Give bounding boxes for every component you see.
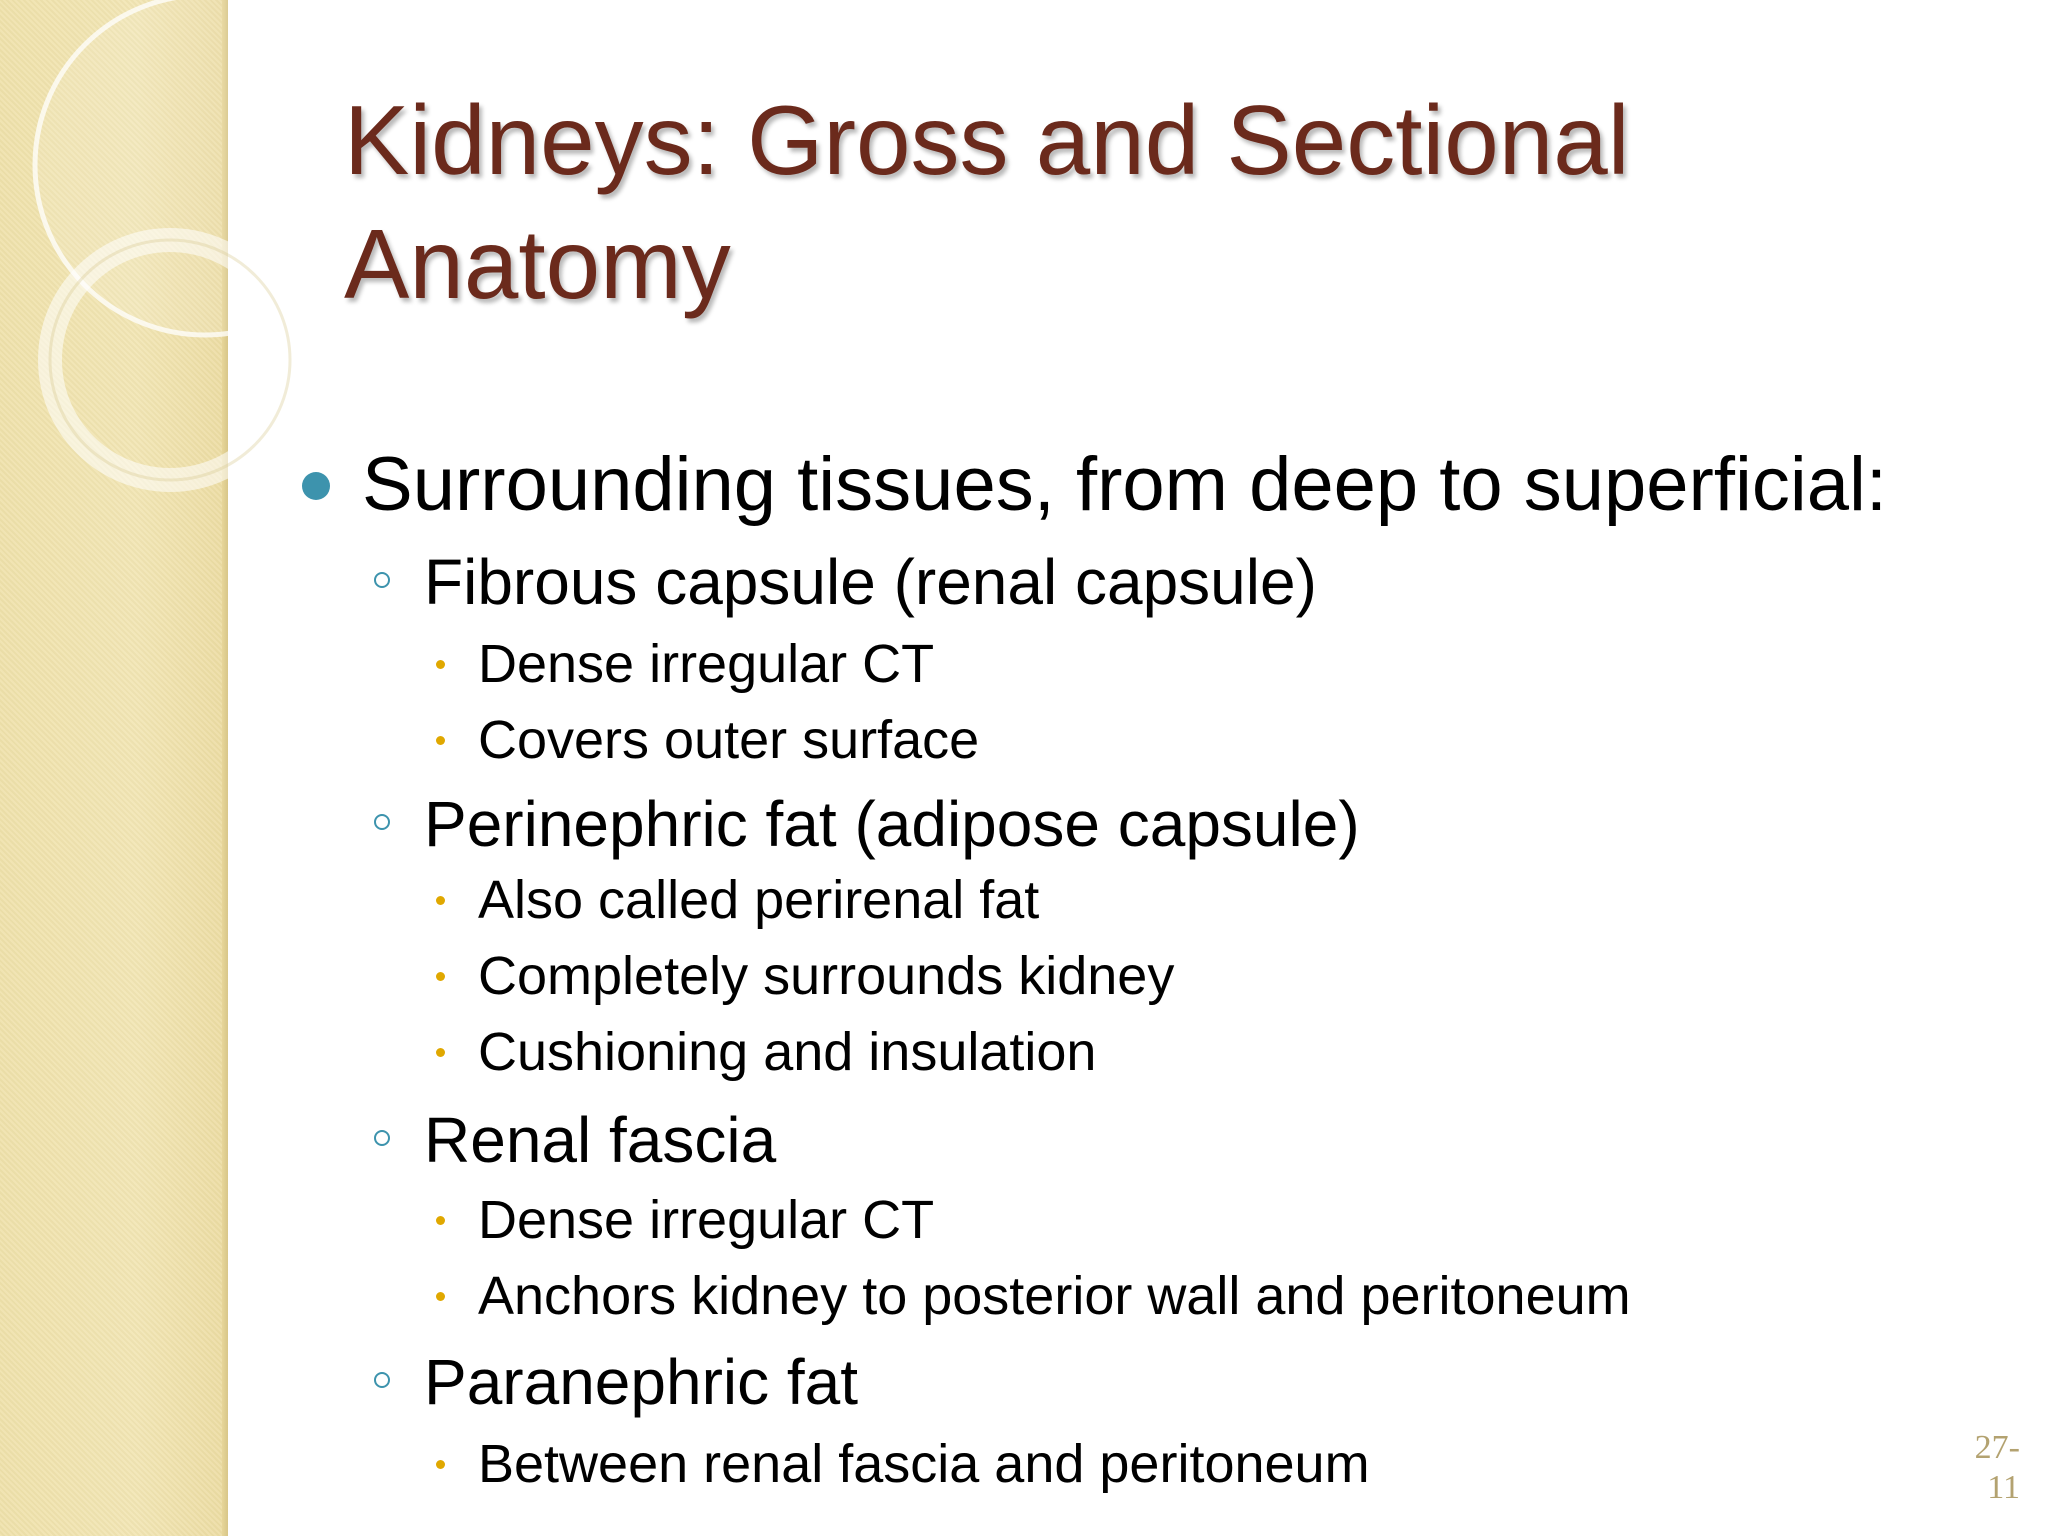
section-item xyxy=(478,1264,1631,1328)
section-heading xyxy=(424,544,1317,620)
section-item xyxy=(478,1020,1096,1084)
level3-bullet-icon xyxy=(436,1048,445,1057)
section-item xyxy=(478,1188,934,1252)
level3-bullet-icon xyxy=(436,1460,445,1469)
section-item-text: Covers outer surface xyxy=(478,710,980,770)
slide-number-line2: 11 xyxy=(1987,1469,2020,1506)
slide-title: Kidneys: Gross and Sectional Anatomy xyxy=(344,85,1630,319)
section-heading-text: Renal fascia xyxy=(424,1104,777,1176)
section-heading-text: Perinephric fat (adipose capsule) xyxy=(424,788,1360,860)
section-item xyxy=(478,632,934,696)
section-heading-text: Fibrous capsule (renal capsule) xyxy=(424,546,1317,618)
section-item xyxy=(478,1432,1370,1496)
section-item xyxy=(478,944,1174,1008)
level3-bullet-icon xyxy=(436,972,445,981)
level3-bullet-icon xyxy=(436,1292,445,1301)
level2-bullet-icon xyxy=(374,1372,390,1388)
section-heading xyxy=(424,1102,776,1178)
section-item-text: Cushioning and insulation xyxy=(478,1022,1097,1082)
section-item-text: Completely surrounds kidney xyxy=(478,946,1175,1006)
level3-bullet-icon xyxy=(436,660,445,669)
level1-bullet-icon xyxy=(302,472,330,500)
section-item-text: Anchors kidney to posterior wall and peritoneum xyxy=(478,1266,1631,1326)
level2-bullet-icon xyxy=(374,814,390,830)
level1-text: Surrounding tissues, from deep to superficial: xyxy=(362,442,1888,527)
section-heading xyxy=(424,786,1360,862)
section-item-text: Dense irregular CT xyxy=(478,634,935,694)
slide-number-line1: 27- xyxy=(1974,1429,2020,1466)
level3-bullet-icon xyxy=(436,736,445,745)
level2-bullet-icon xyxy=(374,1130,390,1146)
level3-bullet-icon xyxy=(436,896,445,905)
section-item-text: Dense irregular CT xyxy=(478,1190,935,1250)
section-item xyxy=(478,868,1039,932)
level2-bullet-icon xyxy=(374,572,390,588)
section-item-text: Also called perirenal fat xyxy=(478,870,1040,930)
section-item-text: Between renal fascia and peritoneum xyxy=(478,1434,1370,1494)
section-heading-text: Paranephric fat xyxy=(424,1346,859,1418)
section-item xyxy=(478,708,979,772)
section-heading xyxy=(424,1344,858,1420)
level1-item xyxy=(362,440,1887,530)
level3-bullet-icon xyxy=(436,1216,445,1225)
slide-number xyxy=(1940,1428,2020,1508)
